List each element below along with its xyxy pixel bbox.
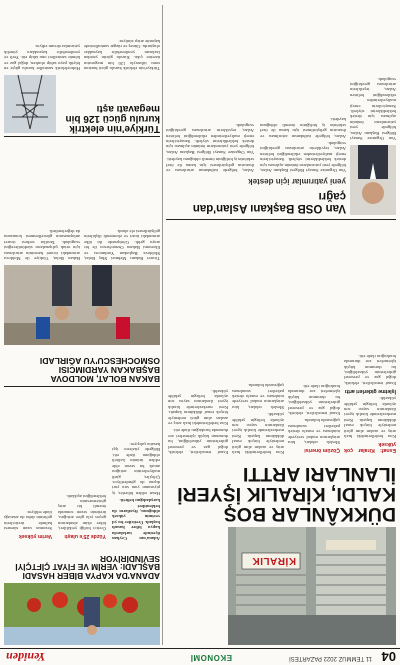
pepper-story-subhead-1: Yüzde 25'e ulaştı: [64, 533, 106, 539]
pepper-harvest-image: [4, 583, 160, 645]
main-story-photo: [228, 527, 396, 645]
main-story-subhead-1: İşletme giderleri arttı: [344, 387, 396, 394]
divider-power: [4, 136, 160, 137]
portrait-image: [350, 145, 396, 215]
power-story-column-2: [4, 3, 80, 71]
main-story-body-2: Esnaf temsilcileri, elektrik, doğal gaz ve personel giderlerinin yükseldiğini, bu durumun küçük işletmeleri zor durumda bıraktığını ifade etti.: [344, 353, 396, 386]
van-osb-body: Van Organize Sanayi Bölgesi Başkanı Aslan, bölgede yeni yatırımların önünün açılması için destek beklediklerini söyledi. Sanayicilerin enerji maliyetlerinden etkilendiğini belirten Aslan, teşviklerin artırılması gerektiğini vurguladı.: [260, 140, 346, 173]
pepper-story-column-3: [4, 391, 52, 541]
divider-meeting: [4, 386, 160, 387]
main-story-column-3: [232, 225, 284, 455]
power-line-photo: [4, 75, 56, 133]
meeting-story-column-2: [4, 141, 80, 261]
section-name: EKONOMİ: [190, 653, 232, 662]
van-osb-body-cont: Aslan, bölgede istihdamın artırılması ve ihracatın geliştirilmesi için kamu ile özel sektörün iş birliğinin önemli olduğunu kaydetti.: [166, 157, 254, 173]
van-osb-portrait-photo: [350, 145, 396, 215]
pepper-story-body-3: Sezonun uzun sürmesi halinde üreticilerin gelirinin daha da artacağı ifade ediliyor.: [4, 509, 52, 531]
pepper-harvest-photo: [4, 583, 160, 645]
main-story-body-cont-2: Meslek odaları, kira artışlarının makul seviyede tutulması ve esnafa destek paketleri sunulması çağrısında bulundu.: [232, 383, 284, 410]
divider-side: [166, 219, 396, 220]
pepper-story-body-2: Üretici birliği yetkilileri, biber ekim alanlarının geçen yıla göre arttığını, üretimin sezon sonunda önemli bir artış göstermesinin beklendiğini açıkladı.: [58, 493, 106, 531]
van-osb-column-0: [350, 3, 396, 141]
main-story-body-cont-4: Kira bedellerindeki hızlı artış ve azalan alım gücü nedeniyle birçok esnaf dükkânını kapattı. Kent merkezlerinde kiralık işyeri ilanlarının sayısı son aylarda belirgin şekilde yükseldi.: [168, 388, 228, 426]
main-story-body-repeat: Esnaf temsilcileri, elektrik, doğal gaz ve personel giderlerinin yükseldiğini, bu durumun küçük işletmeleri zor durumda bıraktığını ifade etti.: [288, 383, 340, 416]
pepper-story-body: Hasat edilen biberler, iç piyasanın yanı sıra yurt dışına da gönderiliyor. Çiftçiler, girdi maliyetlerinin arttığını ancak bu sezon elde edilen ürünün kaliteli olduğunu ifade etti. Bölgede yüzlerce işçi hasatta çalışıyor.: [112, 442, 160, 496]
power-story-column-1: [84, 3, 160, 71]
transmission-tower-image: [4, 75, 56, 133]
page-header: [0, 648, 400, 665]
meeting-photo: [4, 265, 160, 345]
power-story-body: Türkiye'nin elektrik kurulu gücü haziran sonu itibarıyla 126 bin megavatın üzerine çıktı. Kurulu gücün yarıdan fazlasını yenilenebilir kaynaklar oluşturdu. Güneş ve rüzgar santrallerinde kapasite artışı sürüyor.: [84, 38, 160, 71]
meeting-story-column-1: [84, 141, 160, 261]
pepper-story-subhead-2: Verim yüksek: [18, 533, 52, 539]
van-osb-column-1: [260, 3, 346, 173]
van-osb-body-2: Aslan, bölgede istihdamın artırılması ve ihracatın geliştirilmesi için kamu ile özel sektörün iş birliğinin önemli olduğunu kaydetti.: [260, 117, 346, 139]
van-osb-column-2: [166, 3, 254, 173]
newspaper-logo: Yeniden: [6, 650, 46, 664]
main-story-column-1: [344, 225, 396, 455]
shop-facade-image: [228, 527, 396, 645]
meeting-story-body-2: Bakan Bolat, Türkiye ile Moldova arasındaki ticaret hacminin artırılması için ortak çalışmaların sürdürüleceğini vurguladı. Taraflar serbest ticaret anlaşmasının güncellenmesi konusunu da değerlendirdi.: [4, 228, 80, 261]
main-story-subhead-2: Çözüm önerisi: [304, 447, 340, 453]
main-story-body-cont-3: Esnaf temsilcileri, elektrik, doğal gaz ve personel giderlerinin yükseldiğini, bu durumun küçük işletmeleri zor durumda bıraktığını ifade etti.: [168, 428, 228, 455]
meeting-image: [4, 265, 160, 345]
main-story-headline: DÜKKÂNLAR BOŞ KALDI, KİRALIK İŞYERİ İLANLARI ARTTI: [177, 463, 396, 525]
issue-date: 11 TEMMUZ 2022 PAZARTESİ: [289, 655, 372, 661]
pepper-story-column-1: [112, 391, 160, 541]
pepper-story-column-2: [58, 391, 106, 541]
pepper-story-headline: ADANA'DA KAPYA BİBER HASADI BAŞLADI: VERİM VE FİYAT ÇİFTÇİYİ SEVİNDİRİYOR: [15, 553, 160, 581]
column-divider: [162, 5, 163, 645]
main-story-column-2: [288, 225, 340, 455]
meeting-story-body: Ticaret Bakanı Mehmet Muş Bolat, Moldova Başbakan Yardımcısı ve Ekonomi Bakanı Osmochescu ile bir araya geldi. Görüşmede iki ülke arasındaki ticari ve ekonomik ilişkilerin geliştirilmesi ele alındı.: [84, 228, 160, 261]
page-number: 04: [381, 649, 396, 664]
van-osb-body-cont-2: Van Organize Sanayi Bölgesi Başkanı Aslan, bölgede yeni yatırımların önünün açılması için destek beklediklerini söyledi. Sanayicilerin enerji maliyetlerinden etkilendiğini belirten Aslan, teşviklerin artırılması gerektiğini vurguladı.: [166, 122, 254, 155]
main-story-body-cont: Kira bedellerindeki hızlı artış ve azalan alım gücü nedeniyle birçok esnaf dükkânını kapattı. Kent merkezlerinde kiralık işyeri ilanlarının sayısı son aylarda belirgin şekilde yükseldi.: [232, 412, 284, 455]
meeting-story-headline: BAKAN BOLAT, MOLDOVA BAŞBAKAN YARDIMCISI OSMOCHESCU'YU AĞIRLADI: [39, 356, 160, 384]
power-story-headline: Türkiye'nin elektrik kurulu gücü 126 bin megavatı aştı: [65, 102, 160, 134]
van-osb-headline: Van OSB Başkanı Aslan'dan çağrı: [192, 190, 346, 214]
main-story-body: Kira bedellerindeki hızlı artış ve azalan alım gücü nedeniyle birçok esnaf dükkânını kapattı. Kent merkezlerinde kiralık işyeri ilanlarının sayısı son aylarda belirgin şekilde yükseldi.: [344, 396, 396, 439]
pepper-story-lead: Adana'nın Ceyhan ilçesinde tarlalarda kapya biber hasadı başladı. Üreticiler bu yıl verimin yüksek olduğunu, fiyatların da beklentileri karşıladığını belirtti.: [112, 498, 160, 541]
van-osb-body-cont-3: Van Organize Sanayi Bölgesi Başkanı Aslan, bölgede yeni yatırımların önünün açılması için destek beklediklerini söyledi. Sanayicilerin enerji maliyetlerinden etkilendiğini belirten Aslan, teşviklerin artırılması gerektiğini vurguladı.: [350, 76, 396, 141]
power-story-body-2: Hidroelektrik santraller kurulu güçte en büyük paya sahip olurken, doğal gaz ve kömür santralleri onu takip etti. Yerli ve yenilenebilir kaynaklara yönelik yatırımlar devam ediyor.: [4, 44, 80, 71]
main-story-column-4: [168, 225, 228, 455]
main-story-body-3: Meslek odaları, kira artışlarının makul seviyede tutulması ve esnafa destek paketleri sunulması çağrısında bulundu.: [288, 418, 340, 445]
van-osb-subline: yeni yatırımlar için destek: [248, 177, 346, 186]
main-story-kicker: Esnaf: Kiralar çok yüksek: [344, 441, 396, 453]
kiralik-sign-text: KİRALIK: [251, 555, 296, 566]
